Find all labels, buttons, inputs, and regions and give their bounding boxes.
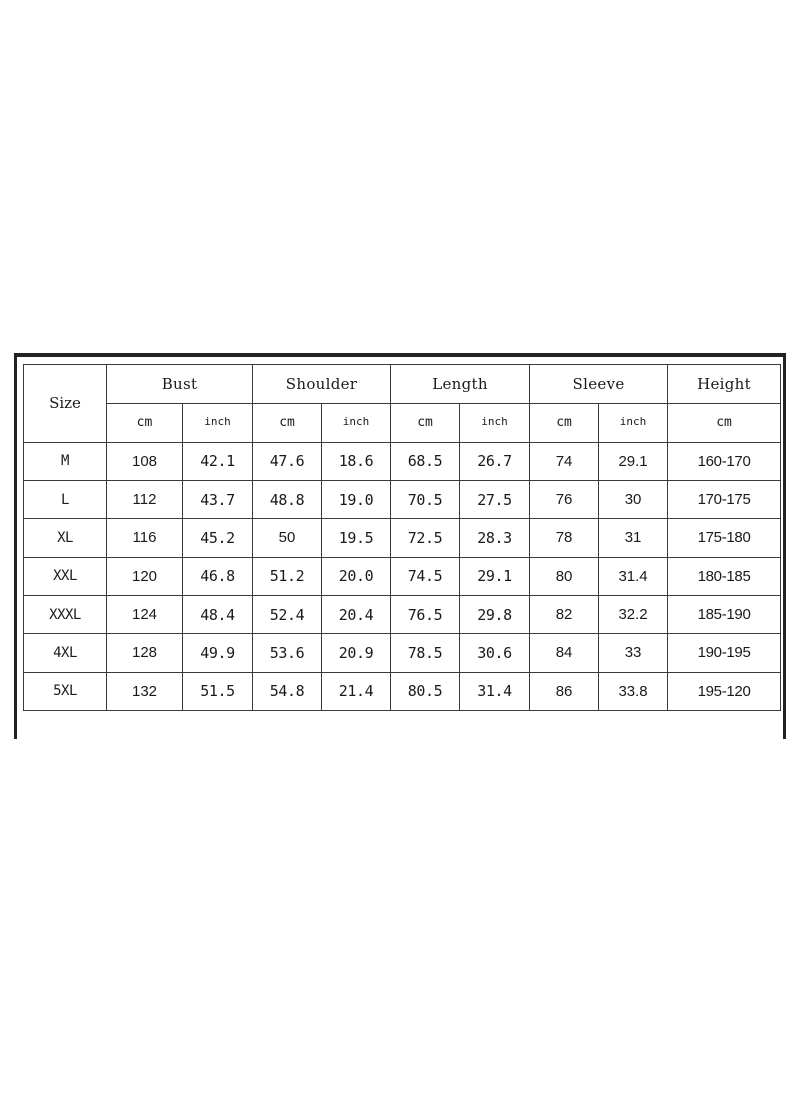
shoulder-inch-cell: 18.6 (322, 442, 391, 480)
unit-label: inch (460, 404, 530, 442)
size-cell: 4XL (24, 634, 107, 672)
length-inch-cell: 29.8 (460, 595, 530, 633)
height-cm-cell: 175-180 (668, 519, 781, 557)
bust-cm-cell: 132 (107, 672, 183, 710)
unit-label: cm (530, 404, 599, 442)
group-header-row (24, 365, 781, 404)
unit-label: inch (183, 404, 253, 442)
shoulder-cm-cell: 50 (253, 519, 322, 557)
height-cm-cell: 185-190 (668, 595, 781, 633)
height-cm-cell: 190-195 (668, 634, 781, 672)
shoulder-cm-cell: 54.8 (253, 672, 322, 710)
length-inch-cell: 27.5 (460, 480, 530, 518)
sleeve-inch-cell: 31 (599, 519, 668, 557)
sleeve-header: Sleeve (530, 365, 668, 404)
sleeve-cm-cell: 78 (530, 519, 599, 557)
table-row (24, 557, 781, 595)
length-cm-cell: 80.5 (391, 672, 460, 710)
size-cell: L (24, 480, 107, 518)
sleeve-inch-cell: 32.2 (599, 595, 668, 633)
table-row (24, 442, 781, 480)
unit-label: cm (391, 404, 460, 442)
shoulder-cm-cell: 47.6 (253, 442, 322, 480)
sleeve-cm-cell: 84 (530, 634, 599, 672)
bust-cm-cell: 112 (107, 480, 183, 518)
length-cm-cell: 76.5 (391, 595, 460, 633)
length-cm-cell: 74.5 (391, 557, 460, 595)
length-cm-cell: 78.5 (391, 634, 460, 672)
bust-cm-cell: 124 (107, 595, 183, 633)
length-inch-cell: 30.6 (460, 634, 530, 672)
table-row (24, 595, 781, 633)
shoulder-inch-cell: 19.5 (322, 519, 391, 557)
size-chart-table (23, 364, 781, 711)
size-header: Size (24, 365, 107, 443)
sleeve-cm-cell: 80 (530, 557, 599, 595)
shoulder-inch-cell: 20.9 (322, 634, 391, 672)
bust-cm-cell: 120 (107, 557, 183, 595)
sleeve-inch-cell: 33 (599, 634, 668, 672)
bust-inch-cell: 46.8 (183, 557, 253, 595)
length-inch-cell: 29.1 (460, 557, 530, 595)
bust-inch-cell: 43.7 (183, 480, 253, 518)
height-cm-cell: 180-185 (668, 557, 781, 595)
height-cm-cell: 170-175 (668, 480, 781, 518)
sleeve-cm-cell: 74 (530, 442, 599, 480)
shoulder-cm-cell: 53.6 (253, 634, 322, 672)
shoulder-inch-cell: 20.4 (322, 595, 391, 633)
height-cm-cell: 160-170 (668, 442, 781, 480)
unit-label: inch (599, 404, 668, 442)
length-cm-cell: 70.5 (391, 480, 460, 518)
size-cell: XL (24, 519, 107, 557)
shoulder-inch-cell: 21.4 (322, 672, 391, 710)
shoulder-cm-cell: 51.2 (253, 557, 322, 595)
table-row (24, 519, 781, 557)
bust-cm-cell: 128 (107, 634, 183, 672)
sleeve-inch-cell: 31.4 (599, 557, 668, 595)
shoulder-cm-cell: 48.8 (253, 480, 322, 518)
shoulder-header: Shoulder (253, 365, 391, 404)
height-cm-cell: 195-120 (668, 672, 781, 710)
unit-label: inch (322, 404, 391, 442)
sleeve-inch-cell: 33.8 (599, 672, 668, 710)
bust-inch-cell: 48.4 (183, 595, 253, 633)
sleeve-inch-cell: 29.1 (599, 442, 668, 480)
length-header: Length (391, 365, 530, 404)
bust-inch-cell: 45.2 (183, 519, 253, 557)
length-inch-cell: 31.4 (460, 672, 530, 710)
bust-inch-cell: 42.1 (183, 442, 253, 480)
size-cell: XXXL (24, 595, 107, 633)
unit-label: cm (107, 404, 183, 442)
bust-header: Bust (107, 365, 253, 404)
unit-header-row (24, 404, 781, 442)
length-inch-cell: 28.3 (460, 519, 530, 557)
size-cell: M (24, 442, 107, 480)
length-inch-cell: 26.7 (460, 442, 530, 480)
sleeve-inch-cell: 30 (599, 480, 668, 518)
sleeve-cm-cell: 76 (530, 480, 599, 518)
bust-inch-cell: 51.5 (183, 672, 253, 710)
table-row (24, 672, 781, 710)
shoulder-cm-cell: 52.4 (253, 595, 322, 633)
bust-cm-cell: 108 (107, 442, 183, 480)
shoulder-inch-cell: 20.0 (322, 557, 391, 595)
size-cell: 5XL (24, 672, 107, 710)
unit-label: cm (253, 404, 322, 442)
height-header: Height (668, 365, 781, 404)
unit-label: cm (668, 404, 781, 442)
bust-inch-cell: 49.9 (183, 634, 253, 672)
shoulder-inch-cell: 19.0 (322, 480, 391, 518)
size-cell: XXL (24, 557, 107, 595)
length-cm-cell: 68.5 (391, 442, 460, 480)
sleeve-cm-cell: 82 (530, 595, 599, 633)
table-row (24, 634, 781, 672)
sleeve-cm-cell: 86 (530, 672, 599, 710)
length-cm-cell: 72.5 (391, 519, 460, 557)
bust-cm-cell: 116 (107, 519, 183, 557)
table-row (24, 480, 781, 518)
